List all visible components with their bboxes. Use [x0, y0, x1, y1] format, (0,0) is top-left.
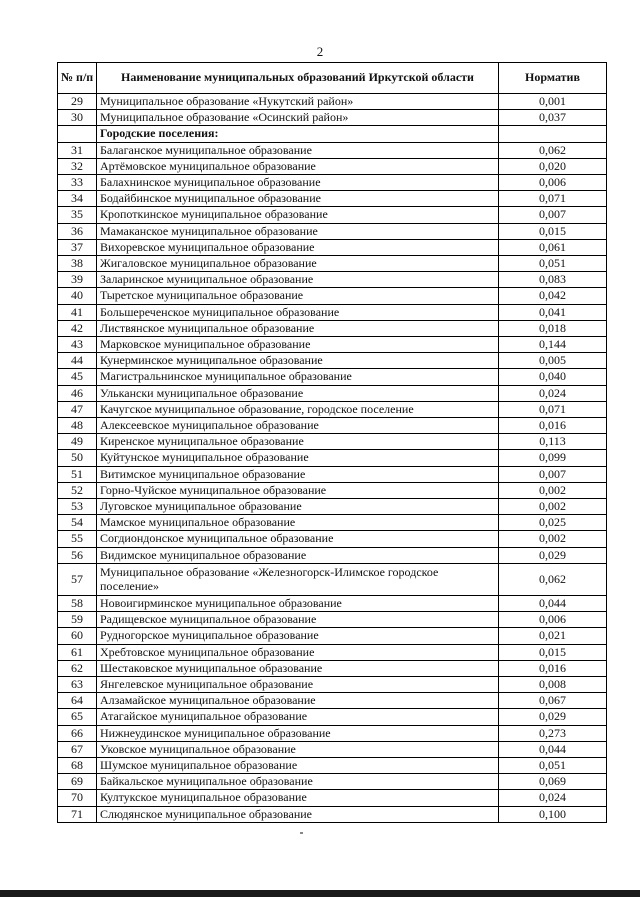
table-row: [58, 369, 607, 385]
table-row: [58, 142, 607, 158]
norm-value: 0,020: [499, 158, 607, 174]
row-number: 39: [58, 272, 97, 288]
municipality-name: Слюдянское муниципальное образование: [97, 806, 499, 822]
municipality-name: Бодайбинское муниципальное образование: [97, 191, 499, 207]
table-row: [58, 628, 607, 644]
norm-value: 0,007: [499, 207, 607, 223]
table-row: [58, 337, 607, 353]
table-row: [58, 806, 607, 822]
row-number: 38: [58, 256, 97, 272]
municipality-name: Уковское муниципальное образование: [97, 741, 499, 757]
section-title: Городские поселения:: [97, 126, 499, 142]
municipality-name: Рудногорское муниципальное образование: [97, 628, 499, 644]
norm-value: 0,061: [499, 239, 607, 255]
municipality-name: Горно-Чуйское муниципальное образование: [97, 482, 499, 498]
row-number: 56: [58, 547, 97, 563]
table-row: [58, 272, 607, 288]
municipality-name: Хребтовское муниципальное образование: [97, 644, 499, 660]
norm-value: 0,100: [499, 806, 607, 822]
table-row: [58, 94, 607, 110]
row-number: 64: [58, 693, 97, 709]
row-number: 53: [58, 499, 97, 515]
table-row: [58, 434, 607, 450]
municipality-name: Луговское муниципальное образование: [97, 499, 499, 515]
norm-value: 0,042: [499, 288, 607, 304]
table-row: [58, 563, 607, 595]
table-row: [58, 239, 607, 255]
table-row: [58, 450, 607, 466]
municipality-name: Шестаковское муниципальное образование: [97, 660, 499, 676]
row-number: 54: [58, 515, 97, 531]
municipality-name: Жигаловское муниципальное образование: [97, 256, 499, 272]
table-row: [58, 725, 607, 741]
row-number: 68: [58, 757, 97, 773]
municipality-name: Мамаканское муниципальное образование: [97, 223, 499, 239]
table-row: [58, 790, 607, 806]
table-row: [58, 320, 607, 336]
table-row: [58, 482, 607, 498]
norm-value: 0,044: [499, 741, 607, 757]
municipality-name: Вихоревское муниципальное образование: [97, 239, 499, 255]
municipality-name: Янгелевское муниципальное образование: [97, 676, 499, 692]
norm-value: 0,071: [499, 191, 607, 207]
row-number: 44: [58, 353, 97, 369]
table-row: [58, 774, 607, 790]
table-row: [58, 401, 607, 417]
table-row: [58, 385, 607, 401]
municipality-name: Видимское муниципальное образование: [97, 547, 499, 563]
row-number: 69: [58, 774, 97, 790]
municipality-name: Алексеевское муниципальное образование: [97, 418, 499, 434]
row-number: 61: [58, 644, 97, 660]
table-row: [58, 288, 607, 304]
municipality-name: Киренское муниципальное образование: [97, 434, 499, 450]
municipality-name: Байкальское муниципальное образование: [97, 774, 499, 790]
municipality-name: Заларинское муниципальное образование: [97, 272, 499, 288]
municipality-name: Атагайское муниципальное образование: [97, 709, 499, 725]
table-row: [58, 531, 607, 547]
row-number: 65: [58, 709, 97, 725]
norm-value: 0,002: [499, 482, 607, 498]
row-number: 43: [58, 337, 97, 353]
row-number: 62: [58, 660, 97, 676]
municipality-name: Марковское муниципальное образование: [97, 337, 499, 353]
norm-value: 0,016: [499, 660, 607, 676]
norm-value: 0,069: [499, 774, 607, 790]
table-row: [58, 644, 607, 660]
row-number: 48: [58, 418, 97, 434]
page-number: 2: [316, 44, 324, 59]
row-number: 40: [58, 288, 97, 304]
municipality-name: Радищевское муниципальное образование: [97, 612, 499, 628]
norm-value: 0,008: [499, 676, 607, 692]
section-row: [58, 126, 607, 142]
municipality-name: Артёмовское муниципальное образование: [97, 158, 499, 174]
municipality-name: Балаганское муниципальное образование: [97, 142, 499, 158]
norm-value: 0,144: [499, 337, 607, 353]
row-number: 34: [58, 191, 97, 207]
norm-value: 0,273: [499, 725, 607, 741]
row-number: 52: [58, 482, 97, 498]
municipality-name: Магистральнинское муниципальное образование: [97, 369, 499, 385]
municipality-name: Муниципальное образование «Осинский район»: [97, 110, 499, 126]
row-number: 29: [58, 94, 97, 110]
row-number: 71: [58, 806, 97, 822]
table-row: [58, 191, 607, 207]
norm-value: 0,099: [499, 450, 607, 466]
row-number: 36: [58, 223, 97, 239]
municipality-name: Витимское муниципальное образование: [97, 466, 499, 482]
row-number: 67: [58, 741, 97, 757]
table-row: [58, 304, 607, 320]
table-row: [58, 741, 607, 757]
table-row: [58, 466, 607, 482]
norm-value: 0,006: [499, 175, 607, 191]
table-row: [58, 499, 607, 515]
norm-value: 0,041: [499, 304, 607, 320]
norm-value: 0,002: [499, 531, 607, 547]
table-row: [58, 418, 607, 434]
table-body: [58, 94, 607, 823]
row-number: [58, 126, 97, 142]
norm-value: 0,015: [499, 223, 607, 239]
table-row: [58, 547, 607, 563]
norm-value: [499, 126, 607, 142]
norm-value: 0,067: [499, 693, 607, 709]
table-header-row: [58, 63, 607, 94]
table-row: [58, 353, 607, 369]
table-row: [58, 256, 607, 272]
norm-value: 0,001: [499, 94, 607, 110]
table-row: [58, 207, 607, 223]
table-row: [58, 757, 607, 773]
row-number: 63: [58, 676, 97, 692]
norm-value: 0,018: [499, 320, 607, 336]
norm-value: 0,037: [499, 110, 607, 126]
norm-value: 0,051: [499, 256, 607, 272]
norm-value: 0,029: [499, 709, 607, 725]
norm-value: 0,029: [499, 547, 607, 563]
row-number: 35: [58, 207, 97, 223]
row-number: 45: [58, 369, 97, 385]
row-number: 46: [58, 385, 97, 401]
row-number: 58: [58, 595, 97, 611]
norm-value: 0,062: [499, 142, 607, 158]
municipality-name: Кунерминское муниципальное образование: [97, 353, 499, 369]
table-row: [58, 515, 607, 531]
municipality-name: Качугское муниципальное образование, городское поселение: [97, 401, 499, 417]
row-number: 31: [58, 142, 97, 158]
table-row: [58, 709, 607, 725]
row-number: 59: [58, 612, 97, 628]
norm-value: 0,015: [499, 644, 607, 660]
municipality-name: Новоигирминское муниципальное образование: [97, 595, 499, 611]
row-number: 57: [58, 563, 97, 595]
scan-edge-bar: [0, 890, 640, 897]
norm-value: 0,113: [499, 434, 607, 450]
municipality-name: Култукское муниципальное образование: [97, 790, 499, 806]
municipality-name: Согдиондонское муниципальное образование: [97, 531, 499, 547]
row-number: 66: [58, 725, 97, 741]
municipality-name: Муниципальное образование «Железногорск-Илимское городское поселение»: [97, 563, 499, 595]
norm-value: 0,044: [499, 595, 607, 611]
header-value: Норматив: [499, 63, 607, 94]
row-number: 49: [58, 434, 97, 450]
municipality-name: Тыретское муниципальное образование: [97, 288, 499, 304]
table-row: [58, 693, 607, 709]
municipality-name: Нижнеудинское муниципальное образование: [97, 725, 499, 741]
norm-value: 0,083: [499, 272, 607, 288]
norm-value: 0,024: [499, 790, 607, 806]
row-number: 60: [58, 628, 97, 644]
norm-value: 0,016: [499, 418, 607, 434]
norm-value: 0,024: [499, 385, 607, 401]
table-row: [58, 175, 607, 191]
norm-value: 0,021: [499, 628, 607, 644]
scan-mark: [300, 832, 303, 834]
table-row: [58, 110, 607, 126]
table-row: [58, 595, 607, 611]
row-number: 41: [58, 304, 97, 320]
municipality-name: Балахнинское муниципальное образование: [97, 175, 499, 191]
row-number: 47: [58, 401, 97, 417]
norm-value: 0,071: [499, 401, 607, 417]
municipality-name: Кропоткинское муниципальное образование: [97, 207, 499, 223]
header-name: Наименование муниципальных образований Иркутской области: [97, 63, 499, 94]
row-number: 70: [58, 790, 97, 806]
table-row: [58, 223, 607, 239]
norm-value: 0,006: [499, 612, 607, 628]
municipality-name: Шумское муниципальное образование: [97, 757, 499, 773]
norm-value: 0,005: [499, 353, 607, 369]
row-number: 30: [58, 110, 97, 126]
municipality-name: Муниципальное образование «Нукутский район»: [97, 94, 499, 110]
row-number: 55: [58, 531, 97, 547]
row-number: 51: [58, 466, 97, 482]
table-row: [58, 660, 607, 676]
norm-value: 0,040: [499, 369, 607, 385]
row-number: 32: [58, 158, 97, 174]
table-row: [58, 158, 607, 174]
row-number: 42: [58, 320, 97, 336]
row-number: 33: [58, 175, 97, 191]
municipality-name: Мамское муниципальное образование: [97, 515, 499, 531]
municipality-name: Алзамайское муниципальное образование: [97, 693, 499, 709]
row-number: 37: [58, 239, 97, 255]
norm-value: 0,002: [499, 499, 607, 515]
municipality-name: Улькански муниципальное образование: [97, 385, 499, 401]
norm-value: 0,062: [499, 563, 607, 595]
table-row: [58, 612, 607, 628]
norms-table: [57, 62, 607, 823]
header-num: № п/п: [58, 63, 97, 94]
table-row: [58, 676, 607, 692]
municipality-name: Большереченское муниципальное образование: [97, 304, 499, 320]
municipality-name: Куйтунское муниципальное образование: [97, 450, 499, 466]
row-number: 50: [58, 450, 97, 466]
norm-value: 0,007: [499, 466, 607, 482]
norm-value: 0,025: [499, 515, 607, 531]
municipality-name: Листвянское муниципальное образование: [97, 320, 499, 336]
norm-value: 0,051: [499, 757, 607, 773]
